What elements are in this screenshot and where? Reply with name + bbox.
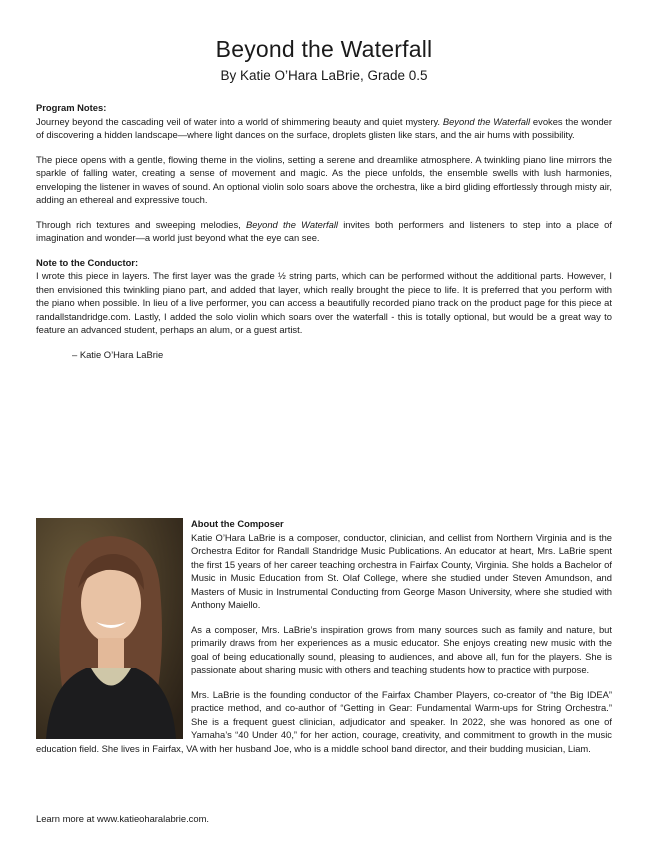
composer-p2: As a composer, Mrs. LaBrie’s inspiration grows from many sources such as family and nature, but primarily draws from her experiences as a music educator. She enjoys creating new music with the goal of being educationally sound, pleasing to audiences, and above all, fun for the players. She is passionate about sharing music with others and teaching students how to practice with purpose. <box>191 623 612 675</box>
program-notes-p2: The piece opens with a gentle, flowing theme in the violins, setting a serene and dreamlike atmosphere. A twinkling piano line mirrors the sparkle of falling water, creating a sense of movement and magic. As the piece unfolds, the ensemble swells with lush harmonies, enveloping the listener in waves of sound. An optional violin solo soars above the orchestra, like a bird gliding effortlessly through misty air, adding an ethereal and expressive touch. <box>36 153 612 205</box>
notes-section <box>36 101 612 361</box>
piece-title-italic: Beyond the Waterfall <box>442 115 531 127</box>
program-notes-text-b: evokes the wonder of discovering a hidden landscape—where light dances on the surface, droplets glisten like stars, and the air hums with possibility. <box>36 115 612 140</box>
program-notes-p3 <box>36 218 612 245</box>
conductor-note-heading: Note to the Conductor: <box>36 256 139 268</box>
composer-p1-text: Katie O’Hara LaBrie is a composer, conductor, clinician, and cellist from Northern Virginia and is the Orchestra Editor for Randall Standridge Music Publications. An educator at heart, Mrs. LaBrie spent the first 15 years of her career teaching orchestra in Fairfax County, Virginia. She holds a Bachelor of Music in Music Education from St. Olaf College, where she studied under Steven Amundson, and Masters of Music in Instrumental Conducting from George Mason University, where she studied with Anthony Maiello. <box>191 531 612 610</box>
composer-bio <box>36 517 612 766</box>
program-notes-p3-b: invites both performers and listeners to step into a place of imagination and wonder—a world just beyond what the eye can see. <box>36 218 612 243</box>
conductor-note <box>36 256 612 337</box>
piece-title-italic-2: Beyond the Waterfall <box>245 218 338 230</box>
learn-more-link[interactable]: Learn more at www.katieoharalabrie.com. <box>36 813 209 824</box>
composer-heading: About the Composer <box>191 518 284 529</box>
program-notes-text-a: Journey beyond the cascading veil of water into a world of shimmering beauty and quiet mystery. <box>36 115 443 127</box>
photo-spacer <box>36 517 191 741</box>
page-subtitle: By Katie O’Hara LaBrie, Grade 0.5 <box>220 68 428 83</box>
program-notes-p3-a: Through rich textures and sweeping melodies, <box>36 218 246 230</box>
program-notes-heading: Program Notes: <box>36 102 107 113</box>
composer-p3: Mrs. LaBrie is the founding conductor of the Fairfax Chamber Players, co-creator of “the Big IDEA” practice method, and co-author of “Getting in Gear: Fundamental Warm-ups for String Orchestra.” She is a frequent guest clinician, adjudicator and speaker. In 2022, she was honored as one of Yamaha’s “40 Under 40,” for her action, courage, creativity, and commitment to growth in the music education field. She lives in Fairfax, VA with her husband Joe, who is a middle school band director, and their budding musician, Liam. <box>36 688 612 754</box>
program-notes-p1 <box>36 101 612 142</box>
signature: – Katie O’Hara LaBrie <box>72 348 164 360</box>
conductor-note-text: I wrote this piece in layers. The first layer was the grade ½ string parts, which can be performed without the additional parts. However, I then envisioned this twinkling piano part, and added that layer, which really brought the piece to life. It is preferred that you perform with the piano when possible. In lieu of a live performer, you can access a beautifully recorded piano track on the product page for this piece at randallstandridge.com. Lastly, I added the solo violin which soars over the waterfall - this is totally optional, but would be a great way to feature an advanced student, perhaps an alum, or a guest artist. <box>36 270 612 335</box>
page-title: Beyond the Waterfall <box>215 36 433 62</box>
